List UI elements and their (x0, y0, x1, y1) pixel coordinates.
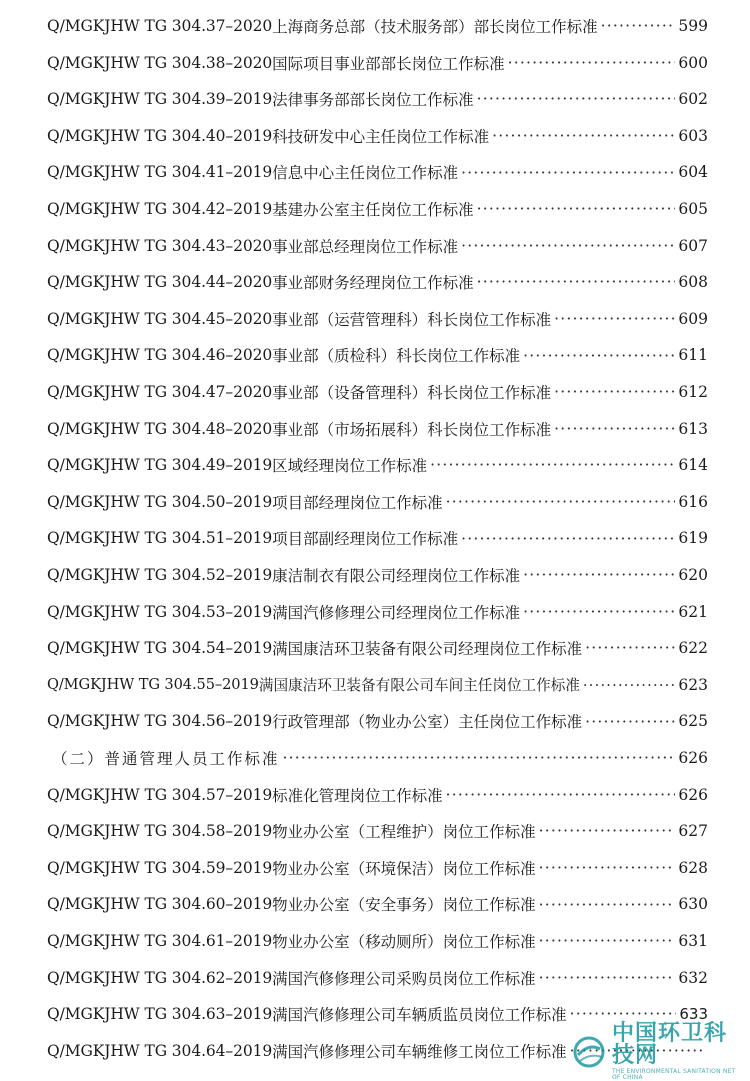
toc-entry-code: Q/MGKJHW TG 304.38–2020 (47, 53, 273, 72)
toc-entry-code: Q/MGKJHW TG 304.48–2020 (47, 419, 273, 438)
toc-entry-title: 物业办公室（工程维护）岗位工作标准 (272, 823, 536, 842)
toc-page-number: 604 (678, 163, 708, 182)
toc-entry[interactable] (47, 484, 708, 520)
toc-entry[interactable] (47, 996, 708, 1032)
toc-entry-title: 事业部（设备管理科）科长岗位工作标准 (272, 384, 552, 402)
toc-entry-title: 行政管理部（物业办公室）主任岗位工作标准 (272, 713, 583, 732)
toc-entry-code: Q/MGKJHW TG 304.40–2019 (47, 126, 273, 145)
dot-leader (585, 640, 675, 656)
toc-page-number: 626 (678, 749, 708, 767)
toc-page-number: 622 (678, 639, 708, 658)
toc-page-number: 607 (678, 236, 708, 255)
toc-entry-title: 事业部（运营管理科）科长岗位工作标准 (272, 310, 552, 329)
toc-entry-title: 康洁制衣有限公司经理岗位工作标准 (272, 567, 521, 585)
dot-leader (477, 201, 676, 217)
watermark-title: 中国环卫科技网 (612, 1021, 728, 1068)
toc-entry[interactable] (47, 557, 708, 593)
toc-entry-code: Q/MGKJHW TG 304.50–2019 (47, 492, 273, 511)
toc-page-number: 631 (678, 932, 708, 950)
toc-entry-code: Q/MGKJHW TG 304.54–2019 (47, 639, 273, 658)
toc-page-number: 626 (678, 785, 708, 804)
toc-entry-code: Q/MGKJHW TG 304.63–2019 (47, 1005, 273, 1024)
toc-page-number: 627 (678, 822, 708, 841)
toc-entry[interactable] (47, 667, 708, 703)
toc-page-number: 632 (678, 968, 708, 987)
dot-leader (492, 128, 675, 144)
toc-entry-code: Q/MGKJHW TG 304.42–2019 (47, 200, 273, 218)
toc-entry-title: 满国汽修修理公司采购员岗位工作标准 (272, 969, 536, 988)
toc-entry-title: 区域经理岗位工作标准 (272, 457, 428, 476)
toc-entry[interactable] (47, 374, 708, 410)
dot-leader (523, 348, 675, 364)
dot-leader (461, 165, 675, 181)
dot-leader (523, 604, 675, 620)
toc-entry[interactable] (47, 1033, 708, 1069)
dot-leader (446, 494, 676, 510)
toc-entry[interactable] (47, 630, 708, 666)
toc-entry-code: Q/MGKJHW TG 304.62–2019 (47, 968, 273, 987)
dot-leader (570, 1043, 705, 1059)
dot-leader (461, 531, 675, 547)
toc-entry-code: Q/MGKJHW TG 304.43–2020 (47, 236, 273, 255)
toc-entry-code: Q/MGKJHW TG 304.46–2020 (47, 346, 273, 365)
toc-entry-code: Q/MGKJHW TG 304.41–2019 (47, 163, 273, 182)
toc-entry-title: 基建办公室主任岗位工作标准 (272, 201, 474, 219)
toc-page-number: 623 (678, 675, 708, 694)
toc-entry[interactable] (47, 923, 708, 959)
dot-leader (539, 860, 676, 876)
toc-page-number: 633 (679, 1005, 708, 1024)
toc-entry-code: Q/MGKJHW TG 304.61–2019 (47, 932, 273, 950)
toc-page-number: 605 (678, 200, 708, 218)
toc-page-number: 608 (678, 273, 708, 292)
toc-page-number: 616 (678, 492, 708, 511)
toc-page-number: 625 (678, 712, 708, 731)
toc-page-number: 613 (678, 419, 708, 438)
toc-entry-title: 满国康洁环卫装备有限公司经理岗位工作标准 (272, 640, 583, 659)
dot-leader (554, 384, 675, 400)
toc-page-number: 612 (678, 383, 708, 401)
dot-leader (461, 238, 675, 254)
toc-entry[interactable] (47, 45, 708, 81)
toc-page-number: 621 (678, 602, 708, 621)
toc-entry-title: 上海商务总部（技术服务部）部长岗位工作标准 (272, 18, 598, 36)
dot-leader (554, 421, 675, 437)
toc-entry-title: 物业办公室（移动厕所）岗位工作标准 (272, 933, 536, 951)
toc-page-number: 600 (678, 53, 708, 72)
toc-page-number: 603 (678, 126, 708, 145)
toc-page-number: 611 (678, 346, 708, 365)
toc-entry-title: 满国汽修修理公司经理岗位工作标准 (272, 603, 521, 622)
dot-leader (430, 457, 675, 473)
toc-entry[interactable] (47, 337, 708, 373)
toc-entry-code: Q/MGKJHW TG 304.51–2019 (47, 529, 273, 548)
dot-leader (601, 18, 676, 34)
dot-leader (477, 274, 676, 290)
dot-leader (283, 750, 676, 766)
toc-entry-code: Q/MGKJHW TG 304.49–2019 (47, 456, 273, 475)
toc-entry[interactable] (47, 264, 708, 300)
dot-leader (539, 823, 676, 839)
dot-leader (523, 567, 675, 583)
toc-page-number: 628 (678, 858, 708, 877)
toc-page-number: 630 (678, 895, 708, 914)
dot-leader (477, 91, 676, 107)
watermark-subtitle: THE ENVIRONMENTAL SANITATION NET OF CHINA (612, 1068, 736, 1081)
toc-entry-title: 事业部（市场拓展科）科长岗位工作标准 (272, 420, 552, 439)
toc-entry-title: 满国汽修修理公司车辆质监员岗位工作标准 (272, 1006, 567, 1025)
toc-entry-code: Q/MGKJHW TG 304.57–2019 (47, 785, 273, 804)
dot-leader (539, 897, 676, 913)
toc-entry[interactable] (47, 777, 708, 813)
toc-entry-title: 物业办公室（安全事务）岗位工作标准 (272, 896, 536, 915)
toc-entry-title: 国际项目事业部部长岗位工作标准 (272, 54, 505, 73)
toc-entry-code: Q/MGKJHW TG 304.47–2020 (47, 383, 273, 401)
toc-entry-title: 标准化管理岗位工作标准 (272, 786, 443, 805)
toc-entry-title: 项目部副经理岗位工作标准 (272, 530, 459, 549)
toc-entry[interactable] (47, 301, 708, 337)
dot-leader (583, 678, 675, 693)
toc-entry[interactable] (47, 960, 708, 996)
dot-leader (539, 933, 676, 949)
dot-leader (554, 311, 675, 327)
toc-entry-code: Q/MGKJHW TG 304.45–2020 (47, 309, 273, 328)
toc-entry-code: Q/MGKJHW TG 304.64–2019 (47, 1041, 273, 1060)
toc-page-number: 599 (678, 17, 708, 35)
toc-entry-title: 信息中心主任岗位工作标准 (272, 164, 459, 183)
toc-section-heading[interactable] (52, 740, 708, 776)
toc-entry-code: Q/MGKJHW TG 304.56–2019 (47, 712, 273, 731)
toc-entry-code: Q/MGKJHW TG 304.58–2019 (47, 822, 273, 841)
toc-section-title: （二）普通管理人员工作标准 (52, 750, 280, 768)
toc-entry-code: Q/MGKJHW TG 304.53–2019 (47, 602, 273, 621)
toc-entry-code: Q/MGKJHW TG 304.44–2020 (47, 273, 273, 292)
toc-entry[interactable] (47, 411, 708, 447)
toc-entry[interactable] (47, 118, 708, 154)
toc-page-number: 609 (678, 309, 708, 328)
toc-entry-code: Q/MGKJHW TG 304.60–2019 (47, 895, 273, 914)
toc-entry-code: Q/MGKJHW TG 304.37–2020 (47, 17, 273, 35)
dot-leader (585, 714, 675, 730)
toc-entry-title: 满国康洁环卫装备有限公司车间主任岗位工作标准 (258, 677, 580, 695)
toc-entry-title: 项目部经理岗位工作标准 (272, 493, 443, 512)
dot-leader (539, 970, 676, 986)
dot-leader (570, 1006, 677, 1022)
dot-leader (446, 787, 676, 803)
toc-entry-title: 满国汽修修理公司车辆维修工岗位工作标准 (272, 1042, 567, 1061)
toc-entry[interactable] (47, 81, 708, 117)
toc-entry-title: 科技研发中心主任岗位工作标准 (272, 127, 490, 146)
toc-entry-title: 事业部财务经理岗位工作标准 (272, 274, 474, 293)
toc-entry-code: Q/MGKJHW TG 304.52–2019 (47, 566, 273, 584)
toc-entry[interactable] (47, 520, 708, 556)
toc-entry[interactable] (47, 886, 708, 922)
toc-entry-title: 事业部总经理岗位工作标准 (272, 237, 459, 256)
toc-entry-code: Q/MGKJHW TG 304.55–2019 (47, 676, 259, 694)
toc-entry[interactable] (47, 228, 708, 264)
toc-page-number: 619 (678, 529, 708, 548)
toc-entry[interactable] (47, 703, 708, 739)
dot-leader (508, 55, 676, 71)
toc-entry[interactable] (47, 154, 708, 190)
toc-entry[interactable] (47, 447, 708, 483)
toc-entry[interactable] (47, 8, 708, 44)
toc-entry[interactable] (47, 594, 708, 630)
toc-entry-title: 物业办公室（环境保洁）岗位工作标准 (272, 859, 536, 878)
toc-page-number: 620 (678, 566, 708, 584)
toc-entry-title: 事业部（质检科）科长岗位工作标准 (272, 347, 521, 366)
toc-entry[interactable] (47, 191, 708, 227)
toc-page-number: 614 (678, 456, 708, 475)
toc-entry[interactable] (47, 850, 708, 886)
toc-entry-title: 法律事务部部长岗位工作标准 (272, 91, 474, 110)
toc-entry-code: Q/MGKJHW TG 304.59–2019 (47, 858, 273, 877)
toc-entry-code: Q/MGKJHW TG 304.39–2019 (47, 90, 273, 109)
toc-page-number: 602 (678, 90, 708, 109)
toc-entry[interactable] (47, 813, 708, 849)
